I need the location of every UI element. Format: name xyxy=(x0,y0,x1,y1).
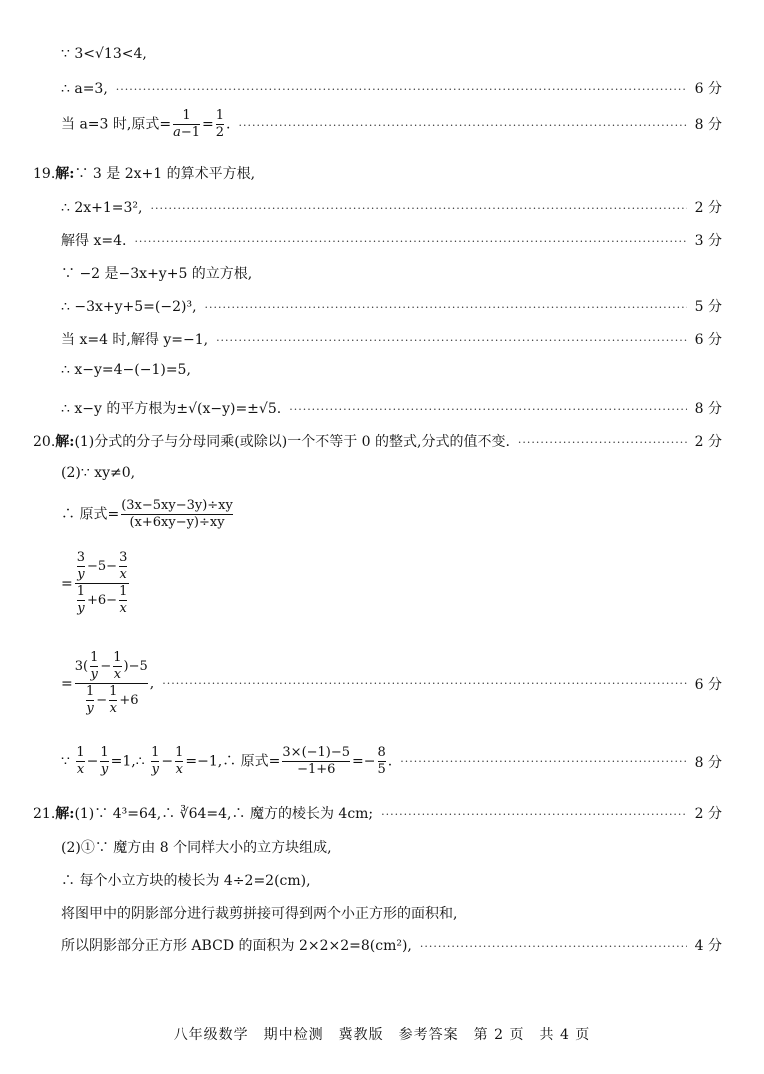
q19-line-6: 当 x=4 时,解得 y=−1, ····· 6 分 xyxy=(61,329,722,349)
q19-line-3: 解得 x=4. ····· 3 分 xyxy=(61,230,722,250)
q21-heading: 21.解:(1)∵ 4³=64,∴ ∛64=4,∴ 魔方的棱长为 4cm; ····· 2 分 xyxy=(33,803,722,823)
q21-line-5: 所以阴影部分正方形 ABCD 的面积为 2×2×2=8(cm²), ····· 4 分 xyxy=(61,935,722,955)
q20-line-3: ∴ 原式= $\frac{(3x-5xy-3y)\div xy}{(x+6xy-y)\div xy}$ xyxy=(61,498,233,530)
leader-dots xyxy=(116,83,687,96)
q19-line-5: ∴ −3x+y+5=(−2)³, ····· 5 分 xyxy=(61,296,722,316)
compound-fraction-1: = $\frac{3}{y}$ −5− $\frac{3}{x}$ $\frac{1}{y}$ +6− $\frac{1}{x}$ xyxy=(61,550,128,616)
fraction: $\frac{1}{2}$ xyxy=(215,108,225,140)
fraction: $\frac{(3x-5xy-3y)\div xy}{(x+6xy-y)\div xy}$ xyxy=(121,498,233,530)
q20-heading: 20.解:(1)分式的分子与分母同乘(或除以)一个不等于 0 的整式,分式的值不变. ····· 2 分 xyxy=(33,431,722,451)
q19-line-2: ∴ 2x+1=3², ····· 2 分 xyxy=(61,197,722,217)
q19-line-7: ∴ x−y=4−(−1)=5, xyxy=(61,362,191,378)
line-1: ∵ 3<√13<4, xyxy=(61,46,147,62)
q21-line-3: ∴ 每个小立方块的棱长为 4÷2=2(cm), xyxy=(61,873,311,889)
q19-line-8: ∴ x−y 的平方根为±√(x−y)=±√5. ····· 8 分 xyxy=(61,398,722,418)
q19-heading: 19.解:∵ 3 是 2x+1 的算术平方根, xyxy=(33,166,256,182)
compound-fraction-2: = 3( $\frac{1}{y}$ − $\frac{1}{x}$ )−5 $\frac{1}{y}$ − $\frac{1}{x}$ +6 , ····· 6 分 xyxy=(61,650,722,717)
score: 6 分 xyxy=(694,81,722,97)
fraction: $\frac{1}{a-1}$ xyxy=(173,108,201,140)
q20-line-6: ∵ $\frac{1}{x}$ − $\frac{1}{y}$ =1,∴ $\frac{1}{y}$ − $\frac{1}{x}$ =−1,∴ 原式= $\frac{3\times(-1)-5}{-1+6}$ =− $\frac{8}{5}$ . ····· 8 分 xyxy=(61,745,722,778)
line-2: ∴ a=3, ····· 6 分 xyxy=(61,78,722,98)
q19-line-4: ∵ −2 是−3x+y+5 的立方根, xyxy=(61,266,253,282)
line-3: 当 a=3 时,原式= $\frac{1}{a-1}$ = $\frac{1}{2}$ . ····· 8 分 xyxy=(61,108,722,141)
q20-line-2: (2)∵ xy≠0, xyxy=(61,465,136,481)
page-footer: 八年级数学 期中检测 冀教版 参考答案 第 2 页 共 4 页 xyxy=(173,1027,591,1043)
q21-line-4: 将图甲中的阴影部分进行裁剪拼接可得到两个小正方形的面积和, xyxy=(61,906,458,922)
q21-line-2: (2)①∵ 魔方由 8 个同样大小的立方块组成, xyxy=(61,840,332,856)
